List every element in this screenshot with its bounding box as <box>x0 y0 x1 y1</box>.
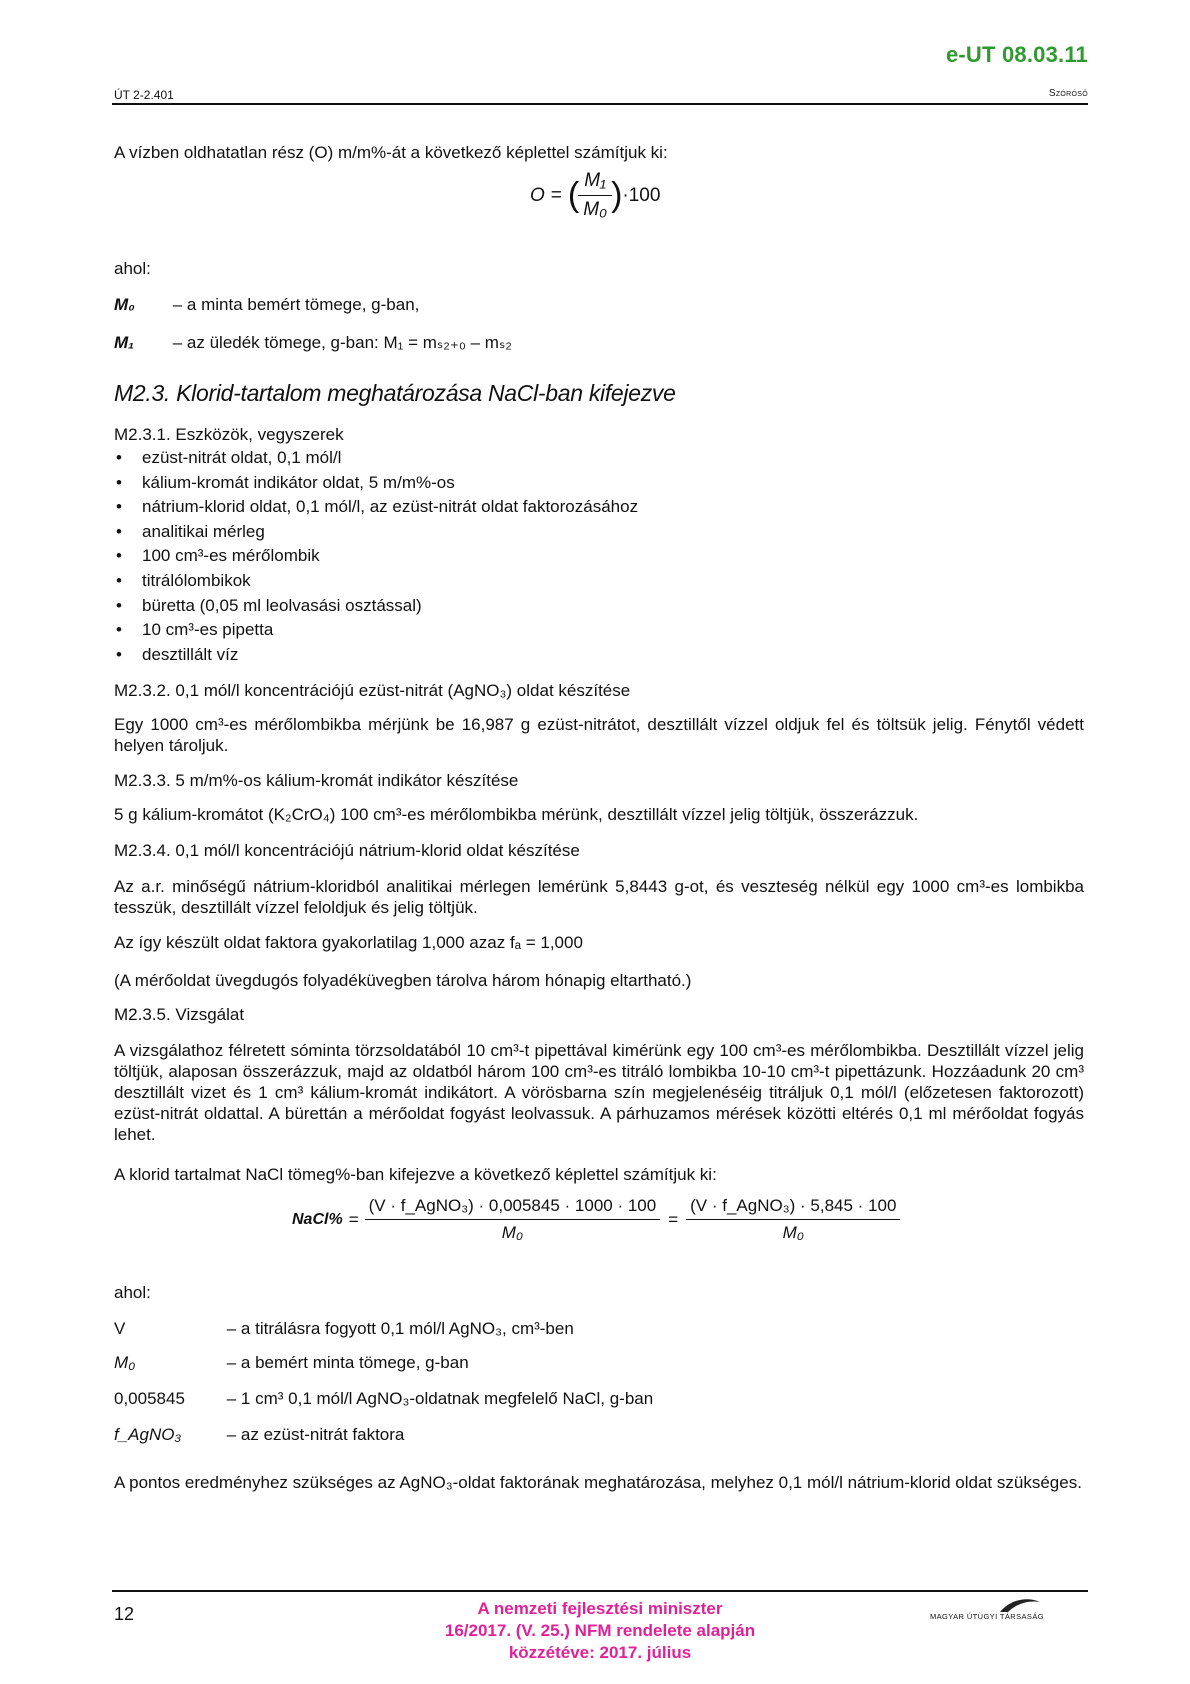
tools-list <box>114 446 1014 667</box>
header-section-name: Szóróső <box>1048 88 1088 99</box>
subsection-title-test: M2.3.5. Vizsgálat <box>114 1005 245 1024</box>
formula-lhs: O <box>530 184 545 206</box>
formula-chloride <box>292 1196 900 1243</box>
paragraph-indicator: 5 g kálium-kromátot (K₂CrO₄) 100 cm³-es mérőlombikba mérünk, desztillált vízzel jelig töltjük, összerázzuk. <box>114 805 919 824</box>
formula-fraction <box>577 170 613 221</box>
formula-numerator: M₁ <box>578 170 612 196</box>
def-text: – a bemért minta tömege, g-ban <box>226 1353 469 1372</box>
def-constant <box>114 1388 653 1409</box>
list-item: • 100 cm³-es mérőlombik <box>114 544 1014 569</box>
paragraph-storage-note: (A mérőoldat üvegdugós folyadéküvegben tárolva három hónapig eltartható.) <box>114 971 692 990</box>
formula-insoluble <box>530 170 660 221</box>
footer-line: 16/2017. (V. 25.) NFM rendelete alapján <box>444 1621 756 1640</box>
def-text: – az üledék tömege, g-ban: M₁ = mₛ₂₊₀ – mₛ₂ <box>172 333 512 352</box>
ahol-label-1: ahol: <box>114 259 151 278</box>
header-rule <box>112 103 1088 105</box>
footer-publication-note <box>395 1598 805 1664</box>
def-m1 <box>114 332 512 353</box>
subsection-title-indicator: M2.3.3. 5 m/m%-os kálium-kromát indikátor készítése <box>114 771 519 790</box>
paren-open: ( <box>567 176 580 214</box>
paragraph-agno3: Egy 1000 cm³-es mérőlombikba mérjünk be 16,987 g ezüst-nitrátot, desztillált vízzel oldjuk fel és töltsük jelig. Fénytől védett helyen tároljuk. <box>114 715 1084 755</box>
list-item: • kálium-kromát indikátor oldat, 5 m/m%-os <box>114 471 1014 496</box>
def-symbol: V <box>114 1319 126 1338</box>
footer-rule <box>112 1590 1088 1592</box>
formula-numerator: (V · f_AgNO₃) · 5,845 · 100 <box>686 1196 900 1220</box>
def-symbol: M₀ <box>114 295 135 314</box>
footer-line: A nemzeti fejlesztési miniszter <box>477 1599 723 1618</box>
insoluble-intro: A vízben oldhatatlan rész (O) m/m%-át a következő képlettel számítjuk ki: <box>114 143 668 162</box>
formula-denominator: M₀ <box>583 199 608 220</box>
def-symbol: M₁ <box>114 333 135 352</box>
list-item: • nátrium-klorid oldat, 0,1 mól/l, az ezüst-nitrát oldat faktorozásához <box>114 495 1014 520</box>
page-number: 12 <box>114 1604 135 1624</box>
footer-line: közzétéve: 2017. július <box>508 1643 692 1662</box>
formula-equals: = <box>348 1209 359 1229</box>
def-symbol: M₀ <box>114 1353 136 1372</box>
list-item: • titrálólombikok <box>114 569 1014 594</box>
subsection-title-agno3: M2.3.2. 0,1 mól/l koncentrációjú ezüst-nitrát (AgNO₃) oldat készítése <box>114 681 631 700</box>
formula-numerator: (V · f_AgNO₃) · 0,005845 · 1000 · 100 <box>365 1196 661 1220</box>
def-m0 <box>114 294 419 315</box>
formula-fraction-1 <box>365 1196 661 1243</box>
subsection-title-nacl: M2.3.4. 0,1 mól/l koncentrációjú nátrium-klorid oldat készítése <box>114 841 580 860</box>
formula-equals: = <box>668 1209 679 1229</box>
def-text: – a titrálásra fogyott 0,1 mól/l AgNO₃, cm³-ben <box>226 1319 574 1338</box>
def-factor <box>114 1424 404 1445</box>
ahol-label-2: ahol: <box>114 1283 151 1302</box>
def-m0-sample <box>114 1352 469 1373</box>
def-text: – az ezüst-nitrát faktora <box>226 1425 405 1444</box>
subsection-title-tools: M2.3.1. Eszközök, vegyszerek <box>114 425 344 444</box>
list-item: • analitikai mérleg <box>114 520 1014 545</box>
paren-close: ) <box>611 176 623 214</box>
formula-equals: = <box>550 184 562 206</box>
list-item: • büretta (0,05 ml leolvasási osztással) <box>114 594 1014 619</box>
def-symbol: f_AgNO₃ <box>114 1425 182 1444</box>
def-text: – 1 cm³ 0,1 mól/l AgNO₃-oldatnak megfelelő NaCl, g-ban <box>226 1389 654 1408</box>
paragraph-nacl: Az a.r. minőségű nátrium-kloridból analitikai mérlegen lemérünk 5,8443 g-ot, és veszteség nélkül egy 1000 cm³-es lombikba tesszük, desztillált vízzel feloldjuk és jelig töltjük. <box>114 877 1084 917</box>
publisher-logo <box>930 1596 1090 1622</box>
publisher-logo-text: MAGYAR ÚTÜGYI TÁRSASÁG <box>930 1612 1044 1621</box>
formula-fraction-2 <box>686 1196 900 1243</box>
formula-intro-chloride: A klorid tartalmat NaCl tömeg%-ban kifejezve a következő képlettel számítjuk ki: <box>114 1165 717 1184</box>
def-symbol: 0,005845 <box>114 1389 185 1408</box>
paragraph-closing: A pontos eredményhez szükséges az AgNO₃-oldat faktorának meghatározása, melyhez 0,1 mól/l nátrium-klorid oldat szükséges. <box>114 1473 1082 1492</box>
formula-lhs: NaCl% <box>292 1210 343 1228</box>
list-item: • 10 cm³-es pipetta <box>114 618 1014 643</box>
list-item: • ezüst-nitrát oldat, 0,1 mól/l <box>114 446 1014 471</box>
paragraph-factor: Az így készült oldat faktora gyakorlatilag 1,000 azaz fₐ = 1,000 <box>114 933 583 952</box>
def-v <box>114 1318 574 1339</box>
formula-multiplier: ·100 <box>622 184 661 206</box>
formula-denominator: M₀ <box>782 1223 804 1242</box>
document-code: e-UT 08.03.11 <box>945 42 1088 67</box>
section-heading: M2.3. Klorid-tartalom meghatározása NaCl-ban kifejezve <box>114 380 676 406</box>
list-item: • desztillált víz <box>114 643 1014 668</box>
formula-denominator: M₀ <box>501 1223 524 1242</box>
def-text: – a minta bemért tömege, g-ban, <box>172 295 420 314</box>
header-standard-number: ÚT 2-2.401 <box>114 88 174 102</box>
paragraph-test: A vizsgálathoz félretett sóminta törzsoldatából 10 cm³-t pipettával kimérünk egy 100 cm³-es mérőlombikba. Desztillált vízzel jelig töltjük, alaposan összerázzuk, majd az oldatból három 100 cm³-es titráló lombikba 10-10 cm³-t pipettázunk. Hozzáadunk 20 cm³ desztillált vizet és 1 cm³ kálium-kromát indikátort. A vörösbarna szín megjelenéséig titráljuk 0,1 mól/l (előzetesen faktorozott) ezüst-nitrát oldattal. A bürettán a mérőoldat fogyást leolvassuk. A párhuzamos mérések közötti eltérés 0,1 ml mérőoldat fogyás lehet. <box>114 1041 1084 1144</box>
